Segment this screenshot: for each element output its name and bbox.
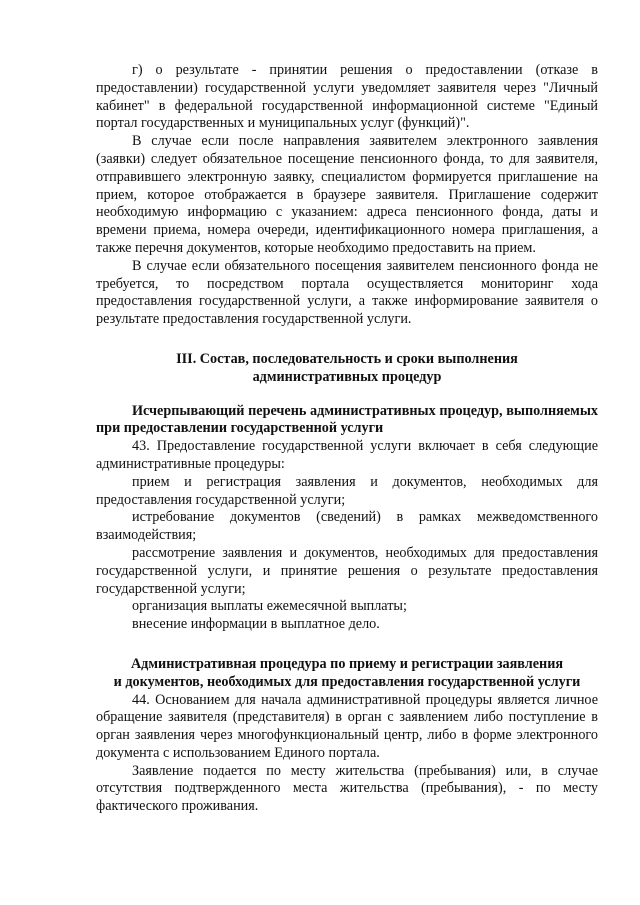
section-heading (96, 351, 598, 387)
section-heading-line-2: административных процедур (252, 368, 442, 385)
procedure-item: внесение информации в выплатное дело. (132, 616, 380, 633)
procedure-item: прием и регистрация заявления и документов, необходимых для предоставления государственной услуги; (96, 473, 598, 508)
procedure-item: организация выплаты ежемесячной выплаты; (132, 598, 407, 615)
section-heading-line-1: III. Состав, последовательность и сроки выполнения (176, 350, 518, 367)
procedure-item: истребование документов (сведений) в рамках межведомственного взаимодействия; (96, 509, 598, 544)
document-page (96, 62, 598, 816)
paragraph-44: 44. Основанием для начала административной процедуры является личное обращение заявителя (представителя) в орган с заявлением либо поступление в орган заявления через многофункциональный центр, либо в форме электронного документа с использованием Единого портала. (96, 691, 598, 761)
paragraph-invitation: В случае если после направления заявителем электронного заявления (заявки) следует обязательное посещение пенсионного фонда, то для заявителя, отправившего электронную заявку, специалистом формируется приглашение на прием, которое отображается в браузере заявителя. Приглашение содержит необходимую информацию с указанием: адреса пенсионного фонда, даты и времени приема, номера очереди, идентификационного номера приглашения, а также перечня документов, которые необходимо предоставить на прием. (96, 133, 598, 256)
procedures-list-subheading: Исчерпывающий перечень административных процедур, выполняемых при предоставлении государственной услуги (96, 402, 598, 437)
paragraph-result-notification: г) о результате - принятии решения о предоставлении (отказе в предоставлении) государственной услуги уведомляет заявителя через "Личный кабинет" в федеральной государственной информационной системе "Единый портал государственных и муниципальных услуг (функций)". (96, 62, 598, 132)
procedure-heading-line-1: Административная процедура по приему и регистрации заявления (130, 655, 564, 672)
paragraph-monitoring: В случае если обязательного посещения заявителем пенсионного фонда не требуется, то посредством портала осуществляется мониторинг хода предоставления государственной услуги, а также информирование заявителя о результате предоставления государственной услуги. (96, 257, 598, 328)
paragraph-43: 43. Предоставление государственной услуги включает в себя следующие административные процедуры: (96, 438, 598, 472)
procedure-item: рассмотрение заявления и документов, необходимых для предоставления государственной услуги, и принятие решения о результате предоставления государственной услуги; (96, 544, 598, 597)
procedure-heading (96, 656, 598, 692)
paragraph-application-place: Заявление подается по месту жительства (пребывания) или, в случае отсутствия подтвержденного места жительства (пребывания), - по месту фактического проживания. (96, 762, 598, 815)
procedure-heading-line-2: и документов, необходимых для предоставления государственной услуги (113, 673, 581, 690)
